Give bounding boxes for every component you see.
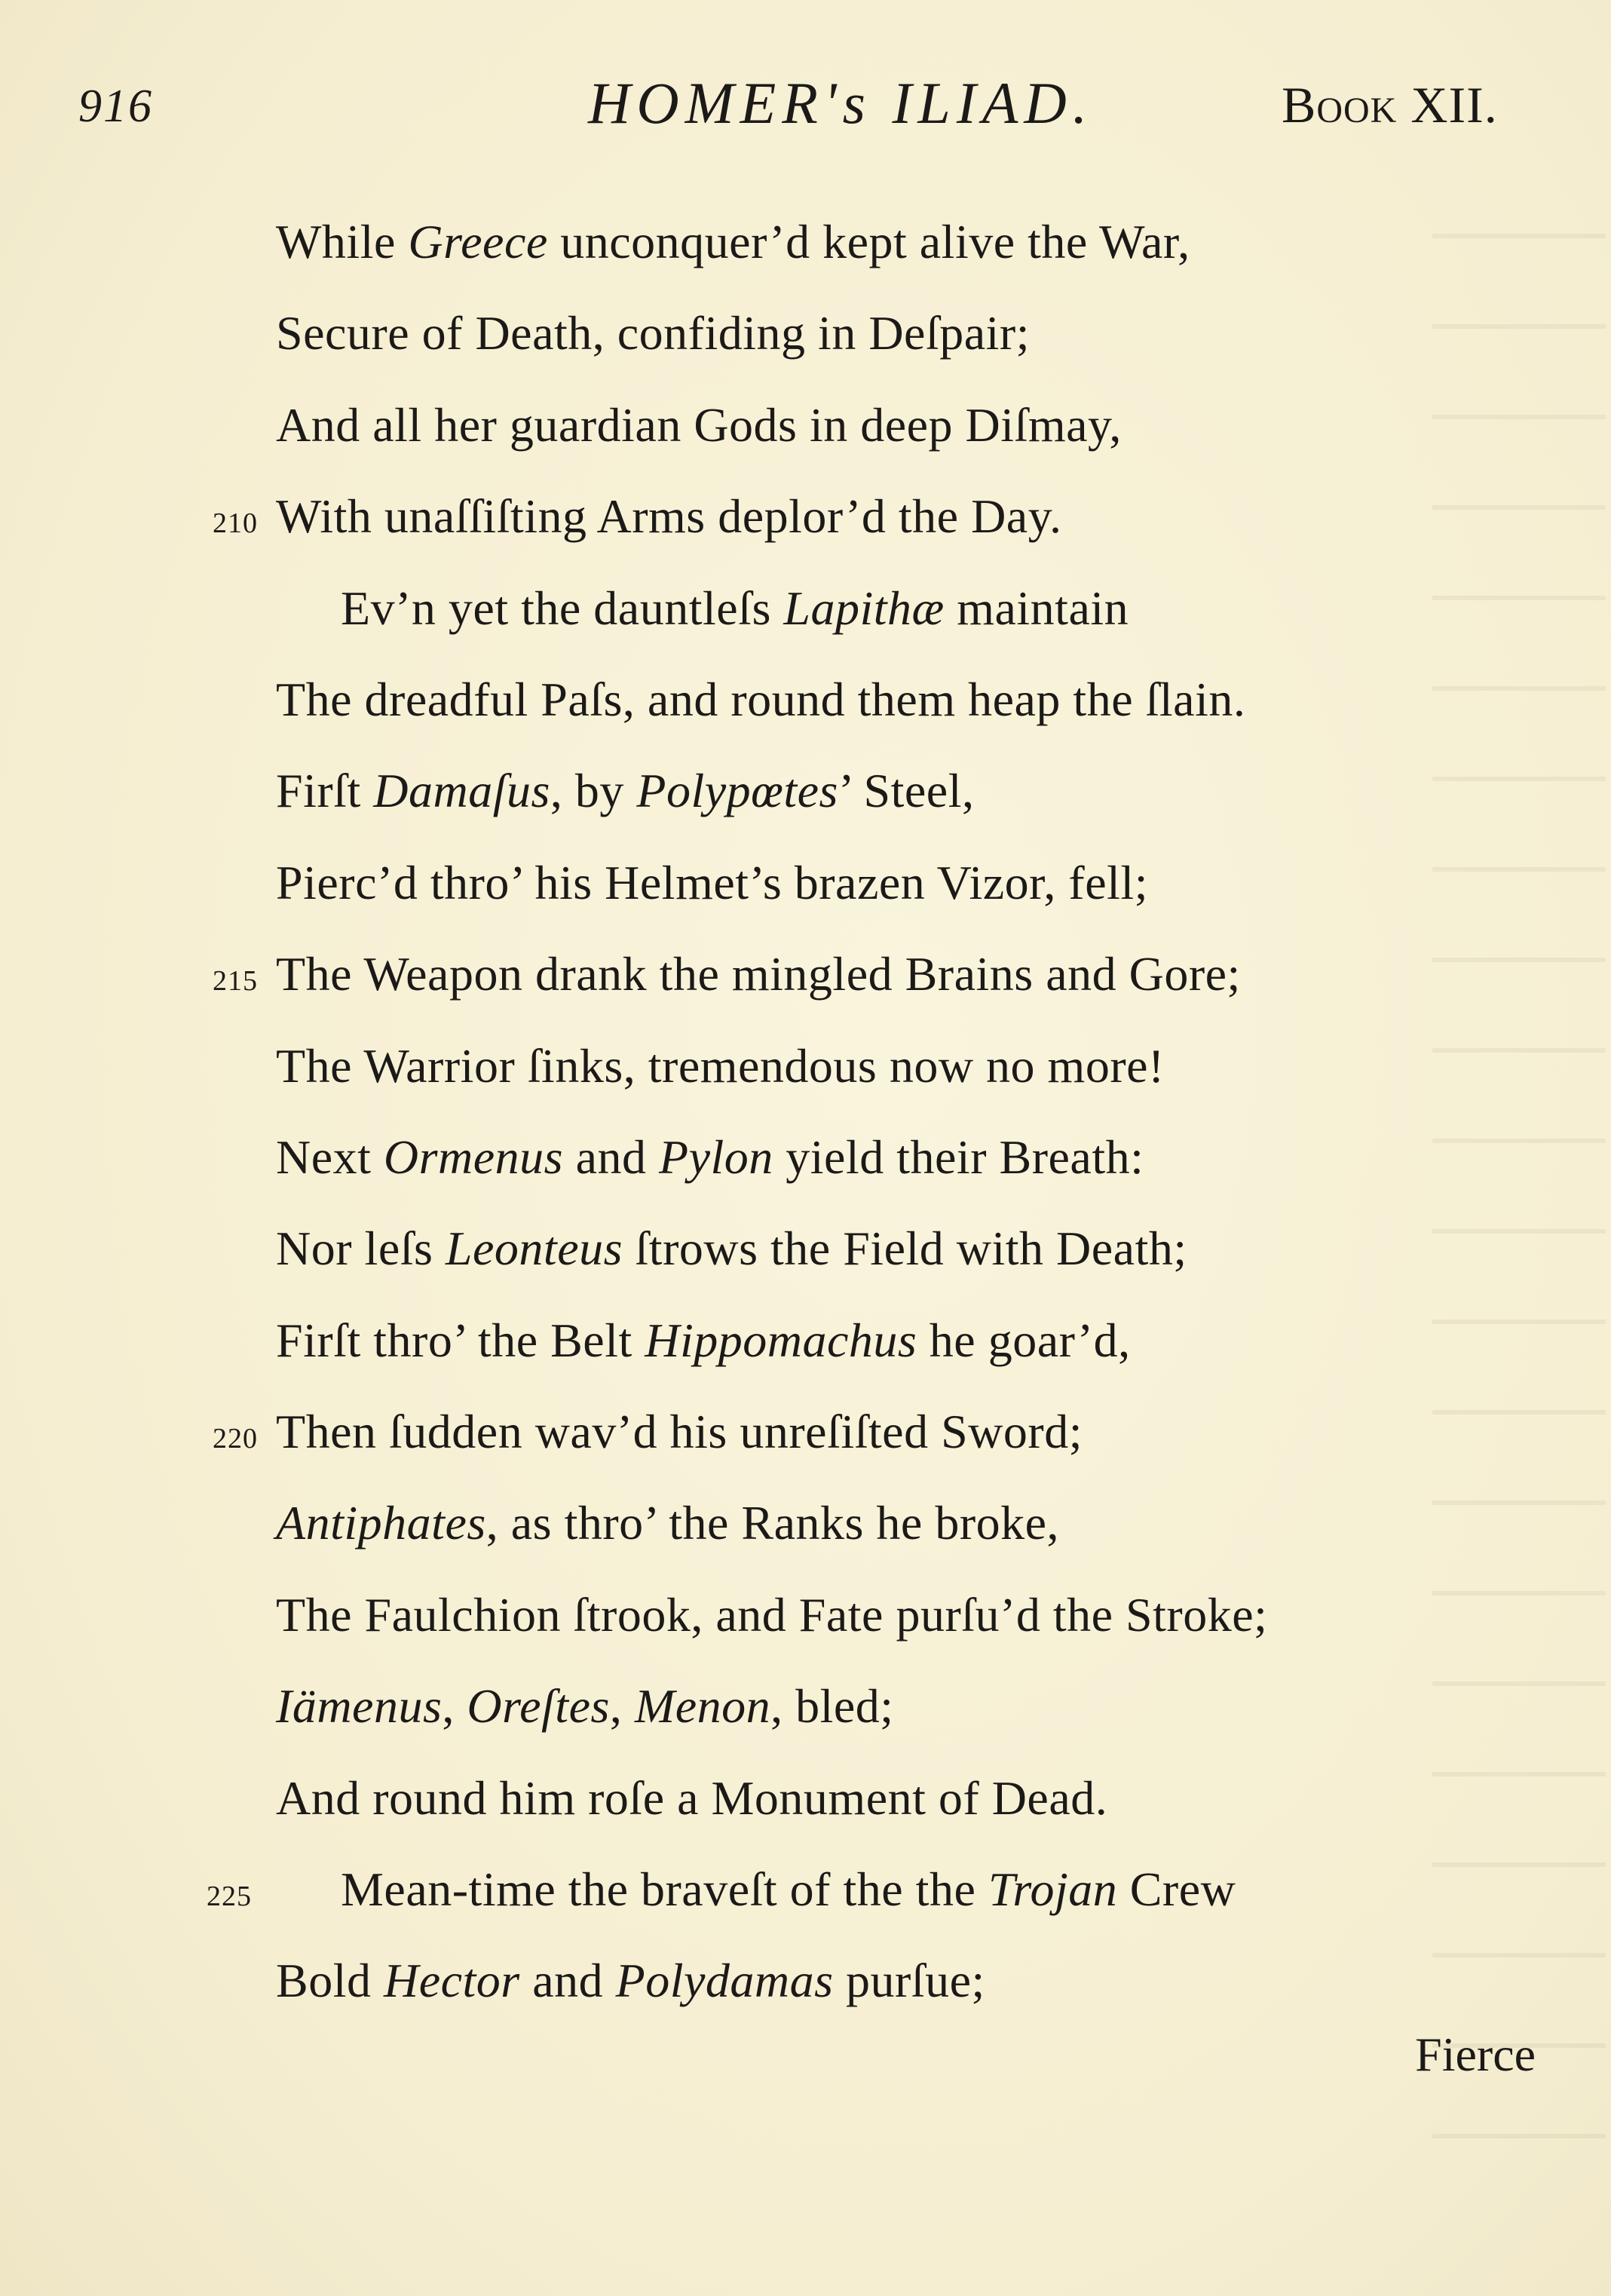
verse-line <box>0 1935 1611 2026</box>
verse-line <box>0 1477 1611 1568</box>
verse-segment: , by <box>550 764 637 818</box>
verse-line <box>0 196 1611 287</box>
line-number: 225 <box>207 1881 252 1913</box>
verse-text <box>276 1111 1144 1203</box>
verse-segment: ſtrows the Field with Death; <box>623 1222 1187 1276</box>
italic-name: Oreſtes <box>467 1679 610 1733</box>
verse-segment: Nor leſs <box>276 1222 446 1276</box>
verse-line <box>0 1020 1611 1111</box>
verse-text <box>341 1844 1236 1935</box>
verse-segment: Secure of Death, confiding in Deſpair; <box>276 306 1030 360</box>
verse-text <box>276 837 1148 928</box>
italic-name: Greece <box>408 215 548 268</box>
verse-text <box>276 1203 1187 1294</box>
italic-name: Polydamas <box>615 1954 834 2008</box>
italic-name: Polypœtes <box>636 764 838 818</box>
italic-name: Iämenus <box>276 1679 443 1733</box>
verse-segment: ’ Steel, <box>838 764 975 818</box>
verse-segment: While <box>276 215 409 268</box>
verse-segment: The Weapon drank the mingled Brains and Gore; <box>276 947 1241 1001</box>
verse-line <box>0 1844 1611 1935</box>
verse-line <box>0 563 1611 654</box>
verse-text <box>276 196 1190 287</box>
verse-text <box>341 563 1129 654</box>
verse-segment: Pierc’d thro’ his Helmet’s brazen Vizor, fell; <box>276 855 1148 909</box>
verse-segment: and <box>519 1954 616 2008</box>
line-number: 220 <box>213 1423 258 1455</box>
italic-name: Hippomachus <box>645 1313 917 1367</box>
verse-block <box>0 196 1611 2027</box>
verse-line <box>0 837 1611 928</box>
verse-segment: And all her guardian Gods in deep Diſmay, <box>276 397 1122 452</box>
page-number: 916 <box>78 81 153 132</box>
verse-text <box>276 928 1241 1019</box>
verse-text <box>276 654 1245 745</box>
verse-line <box>0 745 1611 836</box>
verse-text <box>276 1477 1059 1568</box>
verse-line <box>0 471 1611 562</box>
verse-text <box>276 1660 894 1752</box>
line-number: 210 <box>213 507 258 540</box>
verse-segment: Firſt <box>276 764 374 818</box>
italic-name: Hector <box>383 1954 520 2008</box>
verse-text <box>276 1752 1107 1844</box>
verse-segment: purſue; <box>833 1954 985 2008</box>
verse-segment: Firſt thro’ the Belt <box>276 1313 645 1367</box>
italic-name: Trojan <box>988 1862 1118 1917</box>
verse-text <box>276 745 974 836</box>
verse-segment: Next <box>276 1130 384 1184</box>
verse-line <box>0 1569 1611 1660</box>
italic-name: Lapithæ <box>783 581 945 635</box>
verse-segment: Ev’n yet the dauntleſs <box>341 581 784 635</box>
verse-segment: The Warrior ſinks, tremendous now no more! <box>276 1038 1165 1093</box>
verse-text <box>276 379 1122 471</box>
verse-segment: Mean-time the braveſt of the the <box>341 1862 988 1917</box>
verse-line <box>0 1111 1611 1203</box>
verse-segment: Bold <box>276 1954 384 2008</box>
verse-line <box>0 1752 1611 1844</box>
verse-line <box>0 287 1611 379</box>
line-number: 215 <box>213 965 258 998</box>
verse-segment: , as thro’ the Ranks he broke, <box>485 1496 1060 1550</box>
verse-segment: Then ſudden wav’d his unreſiſted Sword; <box>276 1405 1083 1459</box>
verse-text <box>276 1569 1267 1660</box>
verse-text <box>276 1295 1131 1386</box>
verse-segment: , <box>442 1679 467 1733</box>
italic-name: Ormenus <box>383 1130 564 1184</box>
italic-name: Damaſus <box>373 764 550 818</box>
verse-segment: The Faulchion ſtrook, and Fate purſu’d the Stroke; <box>276 1587 1268 1642</box>
book-label: Book XII. <box>1282 76 1498 133</box>
verse-segment: , <box>609 1679 635 1733</box>
verse-segment: maintain <box>944 581 1129 635</box>
verse-segment: unconquer’d kept alive the War, <box>547 215 1190 268</box>
verse-segment: , bled; <box>770 1679 894 1733</box>
verse-text <box>276 1935 985 2026</box>
verse-text <box>276 471 1062 562</box>
running-title: HOMER's ILIAD. <box>588 70 1094 136</box>
verse-text <box>276 287 1030 379</box>
verse-line <box>0 654 1611 745</box>
italic-name: Pylon <box>658 1130 773 1184</box>
verse-segment: Crew <box>1117 1862 1236 1917</box>
italic-name: Antiphates <box>276 1496 486 1550</box>
italic-name: Leonteus <box>445 1222 623 1276</box>
verse-text <box>276 1020 1165 1111</box>
verse-segment: The dreadful Paſs, and round them heap the ſlain. <box>276 672 1246 726</box>
verse-segment: And round him roſe a Monument of Dead. <box>276 1770 1108 1825</box>
verse-line <box>0 379 1611 471</box>
verse-line <box>0 1386 1611 1477</box>
verse-line <box>0 1660 1611 1752</box>
page-header <box>0 69 1611 152</box>
verse-segment: and <box>563 1130 659 1184</box>
catchword: Fierce <box>1415 2028 1536 2081</box>
verse-line <box>0 928 1611 1019</box>
italic-name: Menon <box>634 1679 771 1733</box>
verse-segment: yield their Breath: <box>773 1130 1144 1184</box>
verse-line <box>0 1295 1611 1386</box>
verse-text <box>276 1386 1083 1477</box>
verse-segment: he goar’d, <box>917 1313 1131 1367</box>
verse-segment: With unaſſiſting Arms deplor’d the Day. <box>276 489 1062 544</box>
verse-line <box>0 1203 1611 1294</box>
